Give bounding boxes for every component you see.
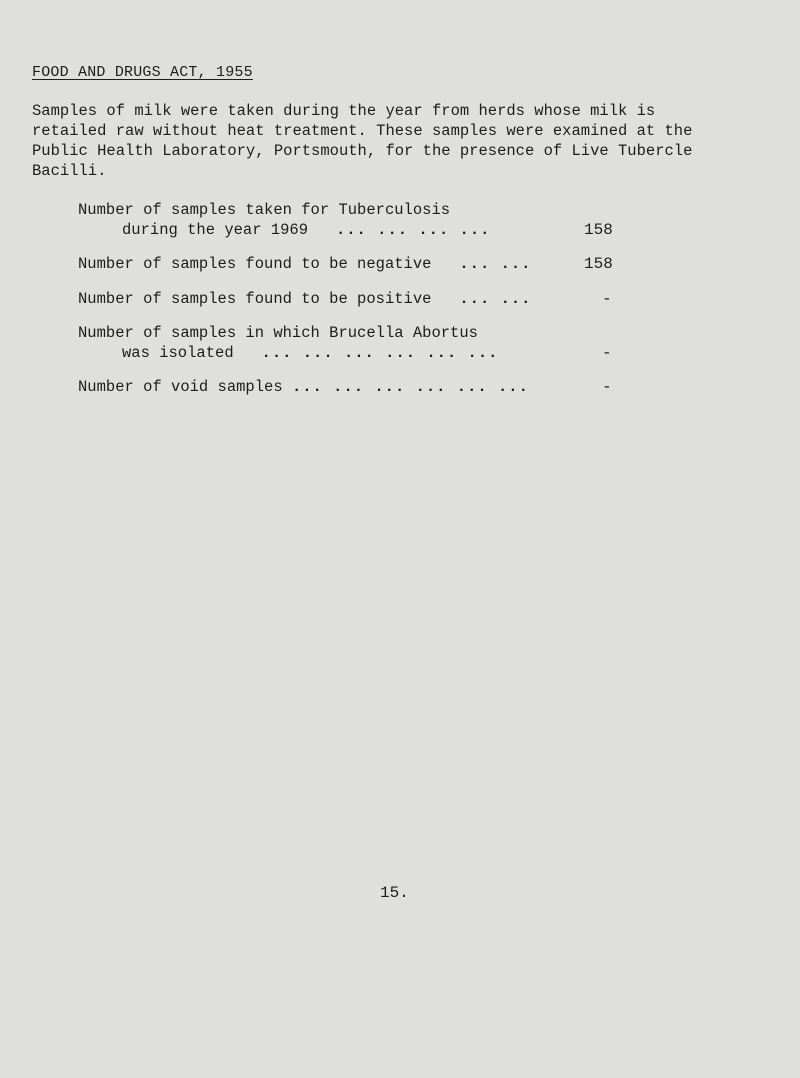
row-label: Number of samples in which Brucella Abortus (78, 324, 478, 342)
samples-negative-value: 158 (584, 255, 613, 273)
row-label: Number of samples found to be negative (78, 255, 432, 273)
leader-dots: ... ... ... ... ... ... (261, 344, 499, 362)
row-void-samples (78, 377, 529, 397)
leader-dots: ... ... (459, 290, 532, 308)
brucella-abortus-value: - (602, 344, 612, 362)
intro-paragraph (32, 101, 712, 181)
row-label-part: during the year 1969 (122, 221, 309, 239)
row-label-continued (78, 220, 490, 240)
leader-dots: ... ... (459, 255, 532, 273)
intro-line: Bacilli. (32, 162, 107, 180)
row-samples-positive (78, 289, 532, 309)
samples-positive-value: - (602, 290, 612, 308)
row-label-with-dots (78, 289, 532, 309)
leader-dots: ... ... ... ... (335, 221, 491, 239)
page-heading: FOOD AND DRUGS ACT, 1955 (32, 64, 253, 81)
row-label: Number of void samples (78, 378, 283, 396)
row-brucella-abortus (78, 323, 498, 363)
intro-line: retailed raw without heat treatment. These samples were examined at the (32, 122, 693, 140)
intro-line: Samples of milk were taken during the year from herds whose milk is (32, 102, 656, 120)
row-samples-taken (78, 200, 490, 240)
row-label-part: was isolated (122, 344, 234, 362)
page-number: 15. (380, 884, 409, 902)
row-label: Number of samples taken for Tuberculosis (78, 201, 451, 219)
row-label-with-dots (78, 254, 532, 274)
row-label-with-dots (78, 377, 529, 397)
leader-dots: ... ... ... ... ... ... (291, 378, 529, 396)
row-label-continued (78, 343, 498, 363)
row-label: Number of samples found to be positive (78, 290, 432, 308)
intro-line: Public Health Laboratory, Portsmouth, for the presence of Live Tubercle (32, 142, 693, 160)
void-samples-value: - (602, 378, 612, 396)
row-samples-negative (78, 254, 532, 274)
samples-taken-value: 158 (584, 221, 613, 239)
